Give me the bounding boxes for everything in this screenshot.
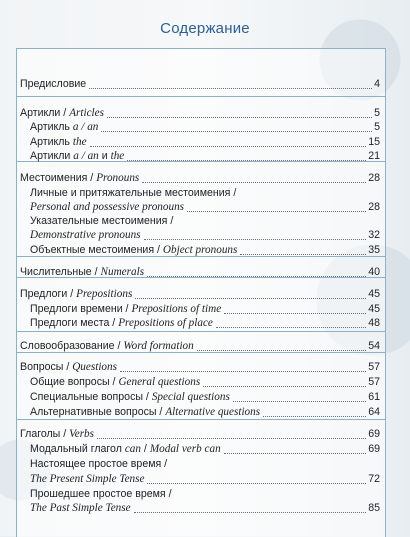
english-term: Personal and possessive pronouns (30, 201, 185, 213)
leader-dots (134, 512, 367, 513)
leader-dots (197, 350, 366, 351)
leader-dots (224, 313, 366, 314)
russian-term: Вопросы / (20, 361, 73, 373)
page-number: 40 (368, 266, 380, 278)
toc-entry[interactable] (17, 390, 385, 405)
russian-term: Личные и притяжательные местоимения / (30, 187, 237, 199)
leader-dots (97, 438, 366, 439)
leader-dots (89, 88, 372, 89)
toc-entry-title (30, 457, 167, 472)
toc-entry[interactable] (17, 228, 385, 243)
leader-dots (90, 146, 367, 147)
russian-term: Альтернативные вопросы / (30, 406, 166, 418)
leader-dots (240, 254, 366, 255)
page-number: 35 (368, 244, 380, 256)
leader-dots (120, 371, 366, 372)
toc-entry-title (30, 243, 237, 258)
toc-entry-title (20, 77, 86, 92)
russian-term: Предлоги места / (30, 317, 119, 329)
english-term: the (72, 136, 87, 148)
english-term: Special questions (151, 391, 230, 403)
russian-term: Артикль (30, 121, 73, 133)
russian-term: Общие вопросы / (30, 376, 119, 388)
page-number: 15 (368, 136, 380, 148)
page-number: 72 (368, 473, 380, 485)
english-term: Verbs (69, 428, 94, 440)
toc-entry-title (30, 487, 172, 502)
russian-term: Предлоги времени / (30, 303, 132, 315)
russian-term: Объектные местоимения / (30, 244, 163, 256)
toc-entry-title (20, 287, 132, 302)
leader-dots (224, 453, 367, 454)
russian-term: Артикли / (20, 107, 70, 119)
section-divider (17, 96, 385, 97)
russian-term: Артикль (30, 136, 73, 148)
toc-entry-title (30, 472, 144, 487)
page-number: 57 (368, 361, 380, 373)
toc-entry-title (30, 390, 230, 405)
toc-entry[interactable] (17, 427, 385, 442)
toc-entry-title (20, 106, 104, 121)
toc-entry[interactable] (17, 171, 385, 186)
toc-entry[interactable] (17, 135, 385, 150)
leader-dots (135, 298, 366, 299)
russian-term: и (98, 150, 111, 162)
toc-entry[interactable] (17, 214, 385, 229)
russian-term: Глаголы / (20, 428, 70, 440)
leader-dots (127, 160, 366, 161)
english-term: General questions (118, 376, 201, 388)
russian-term: / (140, 443, 150, 455)
page-number: 45 (368, 303, 380, 315)
toc-entry[interactable] (17, 472, 385, 487)
leader-dots (101, 131, 372, 132)
page-number: 45 (368, 288, 380, 300)
page-number: 85 (368, 502, 380, 514)
leader-dots (216, 327, 366, 328)
toc-entry[interactable] (17, 287, 385, 302)
toc-entry[interactable] (17, 442, 385, 457)
toc-entry[interactable] (17, 457, 385, 472)
leader-dots (142, 182, 366, 183)
english-term: Modal verb can (149, 443, 221, 455)
toc-entry-title (30, 228, 141, 243)
toc-entry-title (30, 149, 124, 164)
english-term: Questions (72, 361, 117, 373)
page-number: 4 (374, 78, 380, 90)
page-title: Содержание (160, 20, 250, 37)
leader-dots (263, 416, 366, 417)
toc-entry-title (20, 171, 139, 186)
english-term: Numerals (100, 266, 145, 278)
page-number: 69 (368, 443, 380, 455)
leader-dots (147, 483, 366, 484)
toc-entry[interactable] (17, 186, 385, 201)
toc-entry[interactable] (17, 405, 385, 420)
russian-term: Словообразование / (20, 340, 124, 352)
toc-entry[interactable] (17, 302, 385, 317)
toc-entry[interactable] (17, 487, 385, 502)
russian-term: Модальный глагол (30, 443, 125, 455)
leader-dots (147, 276, 366, 277)
toc-entry-title (30, 442, 221, 457)
page-number: 5 (374, 107, 380, 119)
page-number: 64 (368, 406, 380, 418)
page-number: 48 (368, 317, 380, 329)
english-term: Prepositions of place (118, 317, 213, 329)
toc-entry[interactable] (17, 360, 385, 375)
russian-term: Предлоги / (20, 288, 77, 300)
page-number: 21 (368, 150, 380, 162)
english-term: Articles (69, 107, 104, 119)
english-term: a / an (73, 150, 99, 162)
russian-term: Настоящее простое время / (30, 458, 168, 470)
russian-term: Числительные / (20, 266, 101, 278)
toc-entry[interactable] (17, 316, 385, 331)
english-term: Object pronouns (162, 244, 238, 256)
english-term: Prepositions of time (131, 303, 222, 315)
english-term: a / an (72, 121, 99, 133)
leader-dots (233, 401, 366, 402)
english-term: Demonstrative pronouns (30, 229, 141, 241)
page-number: 54 (368, 340, 380, 352)
english-term: Pronouns (96, 172, 140, 184)
toc-entry-title (30, 186, 236, 201)
english-term: Word formation (123, 340, 194, 352)
page-number: 28 (368, 172, 380, 184)
toc-entry[interactable] (17, 243, 385, 258)
leader-dots (203, 386, 366, 387)
toc-entry-title (20, 265, 144, 280)
page-number: 61 (368, 391, 380, 403)
leader-dots (187, 211, 366, 212)
english-term: the (110, 150, 125, 162)
toc-entry-title (30, 120, 98, 135)
toc-entry-title (30, 375, 200, 390)
toc-entry-title (30, 405, 260, 420)
leader-dots (107, 117, 372, 118)
toc-entry-title (30, 200, 184, 215)
russian-term: Местоимения / (20, 172, 97, 184)
english-term: Prepositions (76, 288, 133, 300)
toc-box (16, 48, 386, 537)
russian-term: Прошедшее простое время / (30, 488, 172, 500)
russian-term: Артикли (30, 150, 74, 162)
toc-entry[interactable] (17, 149, 385, 164)
toc-entry-title (30, 214, 173, 229)
toc-entry[interactable] (17, 120, 385, 135)
toc-entry-title (30, 302, 221, 317)
page-number: 28 (368, 201, 380, 213)
toc-entry[interactable] (17, 265, 385, 280)
toc-entry-title (20, 339, 194, 354)
toc-entry[interactable] (17, 200, 385, 215)
toc-entry-title (20, 427, 94, 442)
page-number: 57 (368, 376, 380, 388)
toc-entry[interactable] (17, 77, 385, 92)
page-number: 69 (368, 428, 380, 440)
toc-entry-title (30, 316, 213, 331)
section-divider (17, 331, 385, 332)
page-number: 32 (368, 229, 380, 241)
toc-entry-title (30, 501, 131, 516)
english-term: The Present Simple Tense (30, 473, 145, 485)
english-term: can (124, 443, 141, 455)
english-term: The Past Simple Tense (30, 502, 131, 514)
toc-entry[interactable] (17, 375, 385, 390)
russian-term: Предисловие (20, 78, 87, 90)
toc-entry[interactable] (17, 501, 385, 516)
toc-entry[interactable] (17, 106, 385, 121)
toc-entry[interactable] (17, 339, 385, 354)
russian-term: Указательные местоимения / (30, 215, 174, 227)
toc-entry-title (20, 360, 117, 375)
toc-entry-title (30, 135, 87, 150)
english-term: Alternative questions (165, 406, 261, 418)
russian-term: Специальные вопросы / (30, 391, 152, 403)
leader-dots (144, 239, 367, 240)
page-number: 5 (374, 121, 380, 133)
